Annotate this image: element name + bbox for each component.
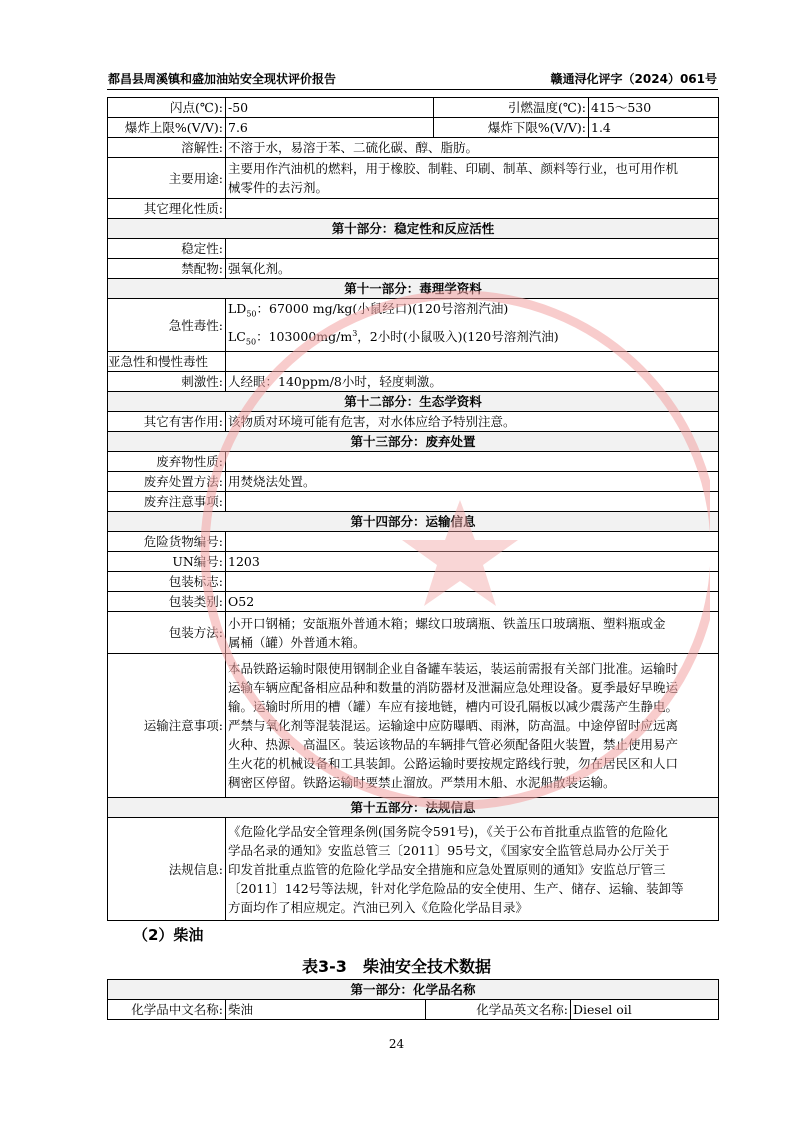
main-use-label: 主要用途: [108, 158, 226, 199]
package-method-label: 包装方法: [108, 612, 226, 654]
section-10-heading: 第十部分：稳定性和反应活性 [108, 219, 719, 239]
other-properties-label: 其它理化性质: [108, 199, 226, 219]
lc50-line: $LC_{50}$：$103000mg/m^3$，2小时(小鼠吸入)(120号溶剂汽油) [228, 328, 559, 347]
table-row [108, 352, 719, 372]
table-caption: 表3-3 柴油安全技术数据 [302, 957, 491, 976]
table-row [108, 654, 719, 798]
table-row [108, 412, 719, 432]
table-row [108, 472, 719, 492]
solubility-value: 不溶于水，易溶于苯、二硫化碳、醇、脂肪。 [226, 138, 719, 158]
transport-notes-value [226, 654, 719, 798]
english-name-value: Diesel oil [571, 1000, 719, 1020]
waste-nature-label: 废弃物性质: [108, 452, 226, 472]
table-row [108, 492, 719, 512]
dangerous-goods-no-label: 危险货物编号: [108, 532, 226, 552]
main-use-line-2: 械零件的去污剂。 [228, 180, 329, 195]
table-row [108, 98, 719, 118]
irritation-label: 刺激性: [108, 372, 226, 392]
table-row [108, 299, 719, 352]
section-11-heading: 第十一部分：毒理学资料 [108, 279, 719, 299]
table-row [108, 219, 719, 239]
package-class-value: O52 [226, 592, 719, 612]
page-number: 24 [388, 1037, 405, 1051]
regulation-line-2: 学品名录的通知》安监总管三〔2011〕95号文，《国家安全监管总局办公厅关于 [228, 842, 670, 858]
ignition-temp-label: 引燃温度(℃): [434, 98, 589, 118]
regulation-line-5: 方面均作了相应规定。汽油已列入《危险化学品目录》 [228, 899, 529, 915]
table-row [108, 1000, 719, 1020]
main-use-line-1: 主要用作汽油机的燃料，用于橡胶、制鞋、印刷、制革、颜料等行业，也可用作机 [228, 161, 679, 176]
header-report-title: 都昌县周溪镇和盛加油站安全现状评价报告 [108, 72, 337, 86]
main-use-value [226, 158, 719, 199]
acute-toxicity-value [226, 299, 719, 352]
table-row [108, 512, 719, 532]
lower-explosive-limit-label: 爆炸下限%(V/V): [434, 118, 589, 138]
table-row [108, 532, 719, 552]
ld50-line: $LD_{50}$：67000 mg/kg(小鼠经口)(120号溶剂汽油) [228, 301, 509, 319]
package-class-label: 包装类别: [108, 592, 226, 612]
dangerous-goods-no-value [226, 532, 719, 552]
table-row [108, 118, 719, 138]
chinese-name-label: 化学品中文名称: [108, 1000, 226, 1020]
transport-line-3: 输。运输时所用的槽（罐）车应有接地链，槽内可设孔隔板以减少震荡产生静电。 [228, 699, 679, 715]
package-mark-label: 包装标志: [108, 572, 226, 592]
un-number-value: 1203 [226, 552, 719, 572]
transport-line-1: 本品铁路运输时限使用钢制企业自备罐车装运，装运前需报有关部门批准。运输时 [228, 661, 679, 677]
table-row [108, 239, 719, 259]
table-row [108, 372, 719, 392]
transport-line-5: 火种、热源、高温区。装运该物品的车辆排气管必须配备阻火装置，禁止使用易产 [228, 737, 679, 753]
table-row [108, 138, 719, 158]
waste-notes-label: 废弃注意事项: [108, 492, 226, 512]
english-name-label: 化学品英文名称: [426, 1000, 571, 1020]
regulation-line-1: 《危险化学品安全管理条例(国务院令591号)，《关于公布首批重点监管的危险化 [228, 823, 668, 839]
acute-toxicity-label: 急性毒性: [108, 299, 226, 352]
flash-point-value: -50 [226, 98, 434, 118]
diesel-safety-table [107, 979, 719, 1020]
transport-line-4: 严禁与氧化剂等混装混运。运输途中应防曝晒、雨淋，防高温。中途停留时应远离 [228, 718, 679, 734]
transport-line-7: 稠密区停留。铁路运输时要禁止溜放。严禁用木船、水泥船散装运输。 [228, 775, 616, 791]
table-row [108, 259, 719, 279]
section-1-heading: 第一部分：化学品名称 [108, 980, 719, 1000]
chinese-name-value: 柴油 [226, 1000, 426, 1020]
diesel-subheading: （2）柴油 [133, 926, 204, 944]
table-row [108, 199, 719, 219]
table-row [108, 552, 719, 572]
other-hazard-value: 该物质对环境可能有危害，对水体应给予特别注意。 [226, 412, 719, 432]
section-15-heading: 第十五部分：法规信息 [108, 798, 719, 818]
section-13-heading: 第十三部分：废弃处置 [108, 432, 719, 452]
table-row [108, 432, 719, 452]
package-method-line-1: 小开口钢桶；安瓿瓶外普通木箱；螺纹口玻璃瓶、铁盖压口玻璃瓶、塑料瓶或金 [228, 615, 666, 631]
upper-explosive-limit-value: 7.6 [226, 118, 434, 138]
subacute-toxicity-value [226, 352, 719, 372]
lower-explosive-limit-value: 1.4 [589, 118, 719, 138]
transport-line-6: 生火花的机械设备和工具装卸。公路运输时要按规定路线行驶，勿在居民区和人口 [228, 756, 679, 772]
incompatible-label: 禁配物: [108, 259, 226, 279]
ignition-temp-value: 415～530 [589, 98, 719, 118]
waste-notes-value [226, 492, 719, 512]
header-report-number: 赣通浔化评字（2024）061号 [550, 72, 717, 86]
table-row [108, 592, 719, 612]
regulation-line-4: 〔2011〕142号等法规，针对化学危险品的安全使用、生产、储存、运输、装卸等 [228, 880, 684, 896]
other-properties-value [226, 199, 719, 219]
subacute-toxicity-label: 亚急性和慢性毒性 [108, 352, 226, 372]
transport-line-2: 运输车辆应配备相应品种和数量的消防器材及泄漏应急处理设备。夏季最好早晚运 [228, 680, 679, 696]
package-mark-value [226, 572, 719, 592]
table-row [108, 980, 719, 1000]
un-number-label: UN编号: [108, 552, 226, 572]
waste-method-value: 用焚烧法处置。 [226, 472, 719, 492]
transport-notes-label: 运输注意事项: [108, 654, 226, 798]
irritation-value: 人经眼：140ppm/8小时，轻度刺激。 [226, 372, 719, 392]
section-12-heading: 第十二部分：生态学资料 [108, 392, 719, 412]
table-row [108, 279, 719, 299]
table-row [108, 392, 719, 412]
table-row [108, 612, 719, 654]
regulation-line-3: 印发首批重点监管的危险化学品安全措施和应急处置原则的通知》安监总厅管三 [228, 861, 666, 877]
table-row [108, 452, 719, 472]
section-14-heading: 第十四部分：运输信息 [108, 512, 719, 532]
waste-method-label: 废弃处置方法: [108, 472, 226, 492]
package-method-value [226, 612, 719, 654]
waste-nature-value [226, 452, 719, 472]
table-row [108, 158, 719, 199]
package-method-line-2: 属桶（罐）外普通木箱。 [228, 634, 366, 650]
table-row [108, 572, 719, 592]
solubility-label: 溶解性: [108, 138, 226, 158]
stability-label: 稳定性: [108, 239, 226, 259]
other-hazard-label: 其它有害作用: [108, 412, 226, 432]
stability-value [226, 239, 719, 259]
table-row [108, 818, 719, 921]
table-row [108, 798, 719, 818]
incompatible-value: 强氧化剂。 [226, 259, 719, 279]
header-rule [107, 89, 718, 90]
regulation-value [226, 818, 719, 921]
flash-point-label: 闪点(℃): [108, 98, 226, 118]
regulation-label: 法规信息: [108, 818, 226, 921]
upper-explosive-limit-label: 爆炸上限%(V/V): [108, 118, 226, 138]
gasoline-safety-table [107, 97, 719, 921]
